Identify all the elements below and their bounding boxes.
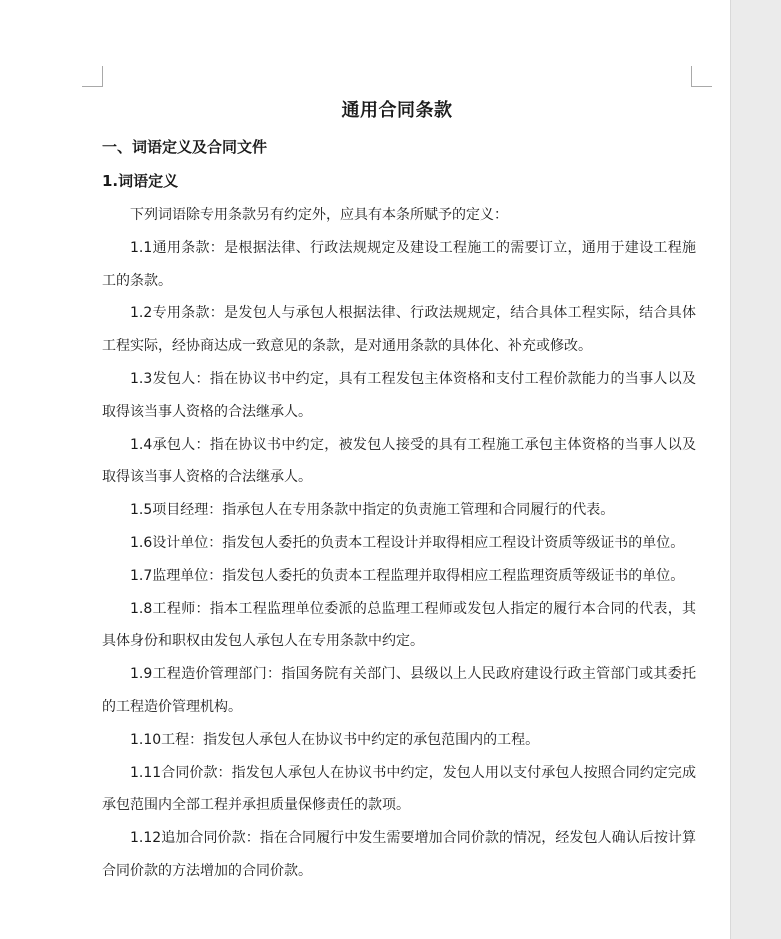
paragraph-1-4: 1.4承包人：指在协议书中约定，被发包人接受的具有工程施工承包主体资格的当事人以及取得该当事人资格的合法继承人。 — [102, 436, 696, 486]
paragraph-1-2: 1.2专用条款：是发包人与承包人根据法律、行政法规规定，结合具体工程实际，结合具体工程实际，经协商达成一致意见的条款，是对通用条款的具体化、补充或修改。 — [102, 305, 696, 355]
paragraph-1-8: 1.8工程师：指本工程监理单位委派的总监理工程师或发包人指定的履行本合同的代表，其具体身份和职权由发包人承包人在专用条款中约定。 — [102, 600, 696, 650]
paragraph-1-3: 1.3发包人：指在协议书中约定，具有工程发包主体资格和支付工程价款能力的当事人以及取得该当事人资格的合法继承人。 — [102, 370, 696, 420]
paragraph-1-11: 1.11合同价款：指发包人承包人在协议书中约定，发包人用以支付承包人按照合同约定完成承包范围内全部工程并承担质量保修责任的款项。 — [102, 764, 696, 814]
section-heading: 一、词语定义及合同文件 — [102, 138, 268, 156]
paragraph-1-9: 1.9工程造价管理部门：指国务院有关部门、县级以上人民政府建设行政主管部门或其委托的工程造价管理机构。 — [102, 666, 696, 715]
top-right-crop-mark — [691, 66, 712, 87]
sub-heading: 1.词语定义 — [102, 172, 179, 190]
paragraph-1-12: 1.12追加合同价款：指在合同履行中发生需要增加合同价款的情况，经发包人确认后按计算合同价款的方法增加的合同价款。 — [102, 830, 696, 879]
document-title: 通用合同条款 — [341, 100, 453, 121]
paragraph-1-6: 1.6设计单位：指发包人委托的负责本工程设计并取得相应工程设计资质等级证书的单位。 — [130, 534, 685, 551]
paragraph-1-7: 1.7监理单位：指发包人委托的负责本工程监理并取得相应工程监理资质等级证书的单位。 — [130, 567, 685, 584]
window-gutter — [730, 0, 781, 939]
paragraph-1-1: 1.1通用条款：是根据法律、行政法规规定及建设工程施工的需要订立，通用于建设工程施工的条款。 — [102, 239, 696, 289]
document-body — [102, 199, 696, 888]
paragraph-1-5: 1.5项目经理：指承包人在专用条款中指定的负责施工管理和合同履行的代表。 — [130, 502, 615, 519]
top-left-crop-mark — [82, 66, 103, 87]
paragraph-intro: 下列词语除专用条款另有约定外，应具有本条所赋予的定义： — [130, 207, 508, 223]
paragraph-1-10: 1.10工程：指发包人承包人在协议书中约定的承包范围内的工程。 — [130, 731, 540, 748]
